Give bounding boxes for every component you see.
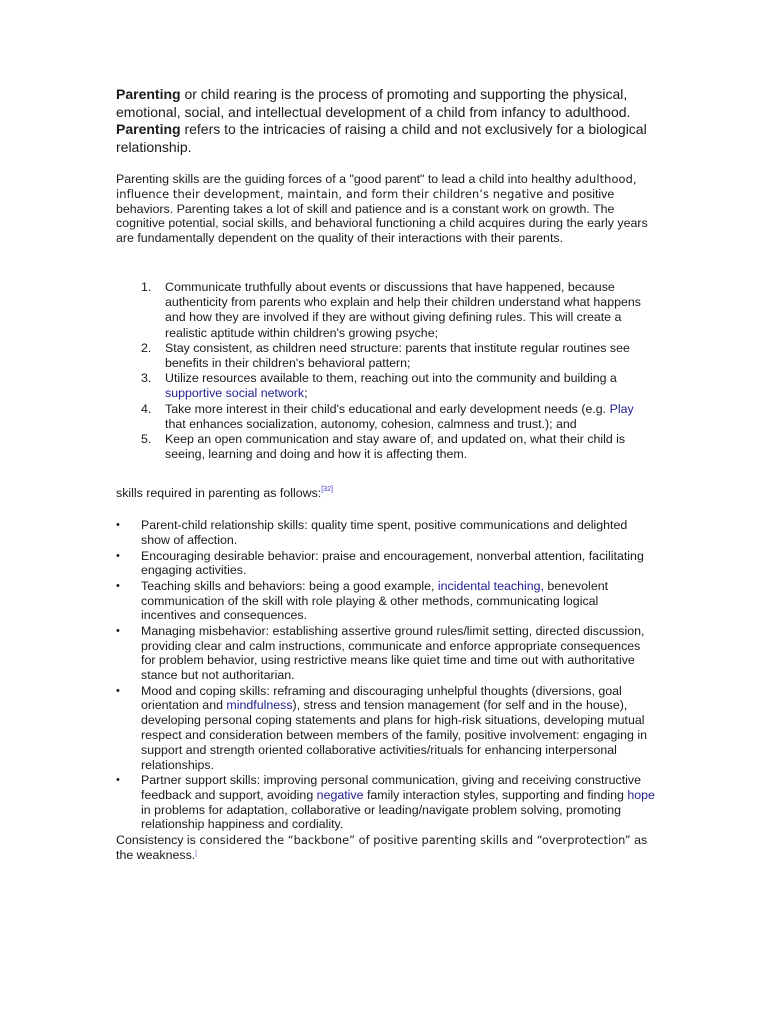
bullet-icon: • — [116, 684, 120, 697]
bullet-item — [116, 624, 656, 683]
skills-bullet-list — [116, 518, 656, 832]
bullet-icon: • — [116, 519, 120, 532]
list-item — [116, 402, 646, 432]
bullet-text: Parent-child relationship skills: quality time spent, positive communications and delighted show of affection. — [141, 518, 628, 548]
bullet-icon: • — [116, 624, 120, 637]
bullet-text-after: benevolent communication of the skill with role playing & other methods, communicating logical incentives and consequences. — [141, 578, 609, 623]
link-negative[interactable]: negative — [316, 787, 364, 802]
link-hope[interactable]: hope — [627, 787, 655, 802]
reference-marker[interactable]: [ — [195, 851, 197, 858]
list-item-text: Take more interest in their child's educational and early development needs (e.g. — [165, 401, 610, 416]
intro-paragraph — [116, 86, 656, 156]
numbered-list — [116, 280, 646, 462]
list-item — [116, 280, 646, 341]
bullet-text: Mood and coping skills: reframing and discouraging unhelpful thoughts (diversions, goal orientation and — [141, 683, 622, 713]
document-page — [116, 86, 656, 863]
bullet-icon: • — [116, 773, 120, 786]
bullet-item — [116, 684, 656, 773]
bullet-text-after: ), stress and tension management (for self and in the house), developing personal coping statements and plans for high-risk situations, developing mutual respect and consideration between members of the family, positive involvement: engaging in support and strength oriented collaborative activities/rituals for enhancing interpersonal relationships. — [141, 698, 648, 772]
parenting-skills-paragraph — [116, 172, 656, 246]
list-item — [116, 341, 646, 371]
bullet-item — [116, 549, 656, 579]
closing-text-c: as the weakness. — [116, 832, 648, 863]
list-item-text: Keep an open communication and stay aware of, and updated on, what their child is seeing, learning and doing and how it is affecting them. — [165, 432, 626, 462]
closing-text-a: Consistency is — [116, 832, 200, 847]
link-mindfulness[interactable]: mindfulness — [226, 698, 293, 713]
skills-intro — [116, 482, 656, 501]
closing-paragraph — [116, 833, 656, 863]
list-item-text-after: that enhances socialization, autonomy, cohesion, calmness and trust.); and — [165, 416, 577, 431]
intro-text-1: or child rearing is the process of promoting and supporting the physical, emotional, social, and intellectual development of a child from infancy to adulthood. — [116, 86, 631, 120]
bullet-text: Managing misbehavior: establishing assertive ground rules/limit setting, directed discussion, providing clear and calm instructions, communicate and enforce appropriate consequences for problem behavior, using restrictive means like quiet time and time out with authoritative stance but not authoritarian. — [141, 623, 645, 683]
link-play[interactable]: Play — [609, 401, 634, 416]
list-number: 3. — [141, 371, 152, 386]
bullet-text-after-2: in problems for adaptation, collaborative or leading/navigate problem solving, promoting relationship happiness and cordiality. — [141, 802, 622, 832]
list-item — [116, 432, 646, 462]
list-item-text: Stay consistent, as children need structure: parents that institute regular routines see benefits in their children's behavioral pattern; — [165, 340, 630, 370]
term-parenting-2: Parenting — [116, 121, 181, 137]
term-parenting: Parenting — [116, 86, 181, 102]
link-supportive-social-network[interactable]: supportive social network — [165, 386, 305, 401]
bullet-item — [116, 579, 656, 623]
skills-intro-text: skills required in parenting as follows: — [116, 486, 322, 501]
list-item-text: Utilize resources available to them, reaching out into the community and building a — [165, 371, 617, 386]
bullet-icon: • — [116, 579, 120, 592]
list-item-text: Communicate truthfully about events or discussions that have happened, because authenticity from parents who explain and help their children understand what happens and how they are involved if they are without giving defining rules. This will create a realistic aptitude within children's growing psyche; — [165, 279, 641, 340]
list-number: 4. — [141, 401, 152, 416]
bullet-item — [116, 773, 656, 832]
bullet-icon: • — [116, 549, 120, 562]
list-number: 2. — [141, 340, 152, 355]
list-item — [116, 371, 646, 401]
list-item-text-after: ; — [304, 386, 308, 401]
list-number: 1. — [141, 279, 152, 294]
link-incidental-teaching[interactable]: incidental teaching, — [437, 578, 544, 593]
bullet-text: Partner support skills: improving personal communication, giving and receiving constructive feedback and support, avoiding — [141, 772, 641, 802]
para2-text-b: adulthood, influence their development, maintain, and form their children’s negative and — [116, 172, 637, 201]
para2-text-c: positive behaviors. Parenting takes a lot of skill and patience and is a constant work on growth. The cognitive potential, social skills, and behavioral functioning a child acquires during the early years are fundamentally dependent on the quality of their interactions with their parents. — [116, 186, 648, 246]
reference-32[interactable]: [32] — [321, 486, 333, 494]
para2-text-a: Parenting skills are the guiding forces of a "good parent" to lead a child into healthy — [116, 172, 575, 186]
intro-text-2: refers to the intricacies of raising a child and not exclusively for a biological relationship. — [116, 121, 647, 155]
list-number: 5. — [141, 432, 152, 447]
bullet-text: Encouraging desirable behavior: praise and encouragement, nonverbal attention, facilitating engaging activities. — [141, 548, 644, 578]
bullet-text: Teaching skills and behaviors: being a good example, — [141, 578, 438, 593]
bullet-item — [116, 518, 656, 548]
bullet-text-after: family interaction styles, supporting and finding — [363, 787, 628, 802]
closing-text-b: considered the “backbone” of positive parenting skills and “overprotection” — [199, 832, 631, 847]
